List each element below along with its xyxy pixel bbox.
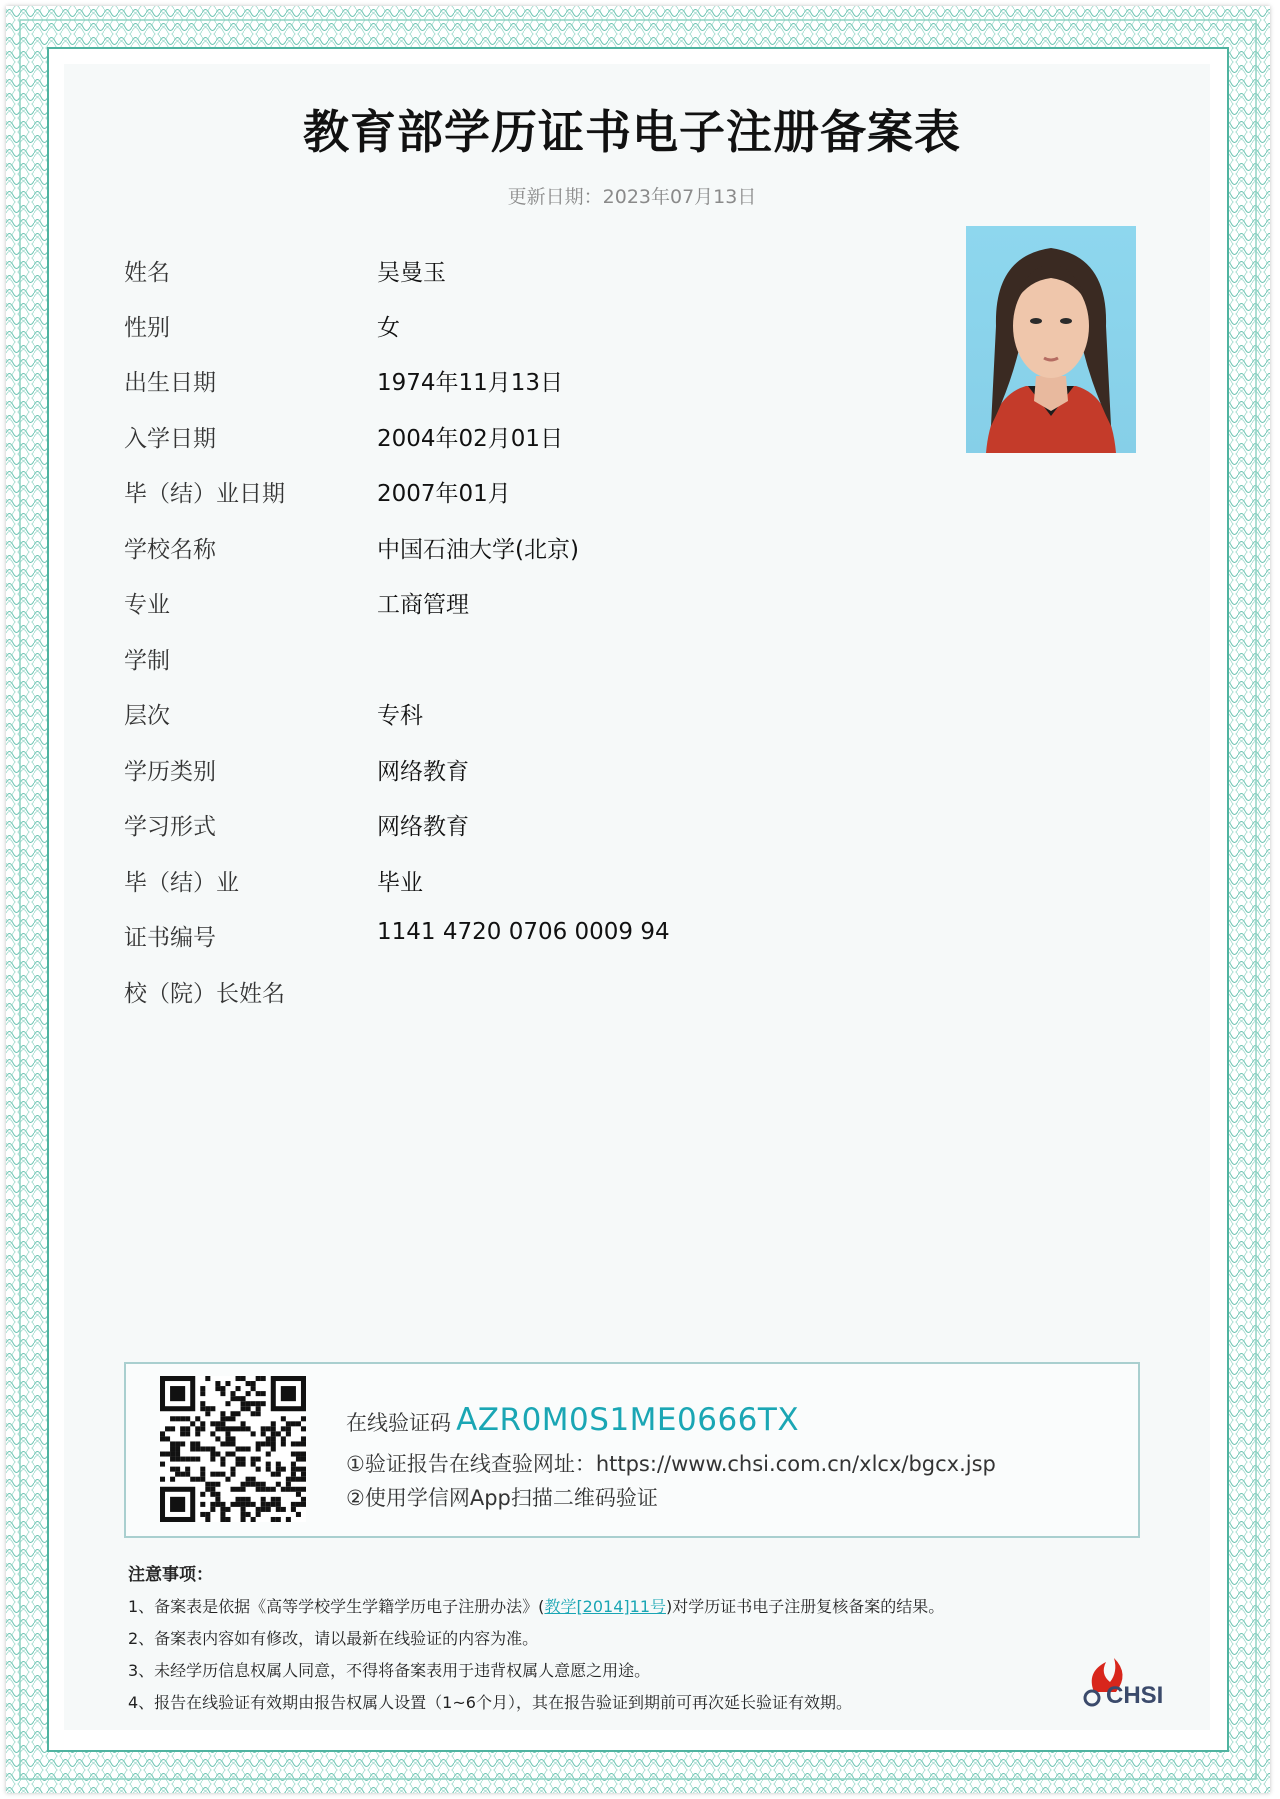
field-label: 性别 <box>124 315 170 341</box>
field-label: 学习形式 <box>124 814 216 840</box>
field-label: 毕（结）业日期 <box>124 481 285 507</box>
field-value: 网络教育 <box>377 814 469 840</box>
field-value: 工商管理 <box>377 592 469 618</box>
note-item-3: 3、未经学历信息权属人同意，不得将备案表用于违背权属人意愿之用途。 <box>128 1661 651 1680</box>
field-label: 层次 <box>124 703 170 729</box>
field-label: 出生日期 <box>124 370 216 396</box>
note-item-4: 4、报告在线验证有效期由报告权属人设置（1~6个月），其在报告验证到期前可再次延长验证有效期。 <box>128 1693 852 1712</box>
field-label: 专业 <box>124 592 170 618</box>
field-value: 毕业 <box>377 870 423 896</box>
student-photo <box>966 226 1136 453</box>
field-label: 校（院）长姓名 <box>124 981 285 1007</box>
field-value: 1974年11月13日 <box>377 370 564 396</box>
field-value: 女 <box>377 315 400 341</box>
field-value: 2004年02月01日 <box>377 426 564 452</box>
field-label: 毕（结）业 <box>124 870 239 896</box>
page-title: 教育部学历证书电子注册备案表 <box>303 105 961 159</box>
field-label: 学校名称 <box>124 537 216 563</box>
update-date: 更新日期：2023年07月13日 <box>507 186 757 208</box>
chsi-logo-text: CHSI <box>1106 1682 1164 1709</box>
field-value: 1141 4720 0706 0009 94 <box>377 919 670 945</box>
field-value: 中国石油大学(北京) <box>377 537 579 563</box>
regulation-link[interactable]: 教学[2014]11号 <box>544 1597 667 1616</box>
field-label: 证书编号 <box>124 925 216 951</box>
field-label: 入学日期 <box>124 426 216 452</box>
verification-app-text: ②使用学信网App扫描二维码验证 <box>346 1486 658 1510</box>
note-item-1 <box>128 1594 944 1617</box>
field-value: 吴曼玉 <box>377 260 446 286</box>
field-value: 网络教育 <box>377 759 469 785</box>
field-label: 学历类别 <box>124 759 216 785</box>
verification-code-line <box>346 1402 799 1438</box>
note-text: )对学历证书电子注册复核备案的结果。 <box>666 1597 945 1616</box>
qr-code[interactable] <box>160 1376 306 1522</box>
field-label: 学制 <box>124 648 170 674</box>
note-item-2: 2、备案表内容如有修改，请以最新在线验证的内容为准。 <box>128 1629 539 1648</box>
field-value: 专科 <box>377 703 423 729</box>
verification-code: AZR0M0S1ME0666TX <box>456 1402 800 1438</box>
verification-box <box>124 1362 1140 1538</box>
notes-title: 注意事项： <box>128 1565 213 1585</box>
verification-label: 在线验证码 <box>346 1411 451 1435</box>
verification-url-text: ①验证报告在线查验网址：https://www.chsi.com.cn/xlcx/bgcx.jsp <box>346 1452 996 1476</box>
field-value: 2007年01月 <box>377 481 511 507</box>
note-text: 1、备案表是依据《高等学校学生学籍学历电子注册办法》( <box>128 1597 545 1616</box>
field-label: 姓名 <box>124 260 170 286</box>
